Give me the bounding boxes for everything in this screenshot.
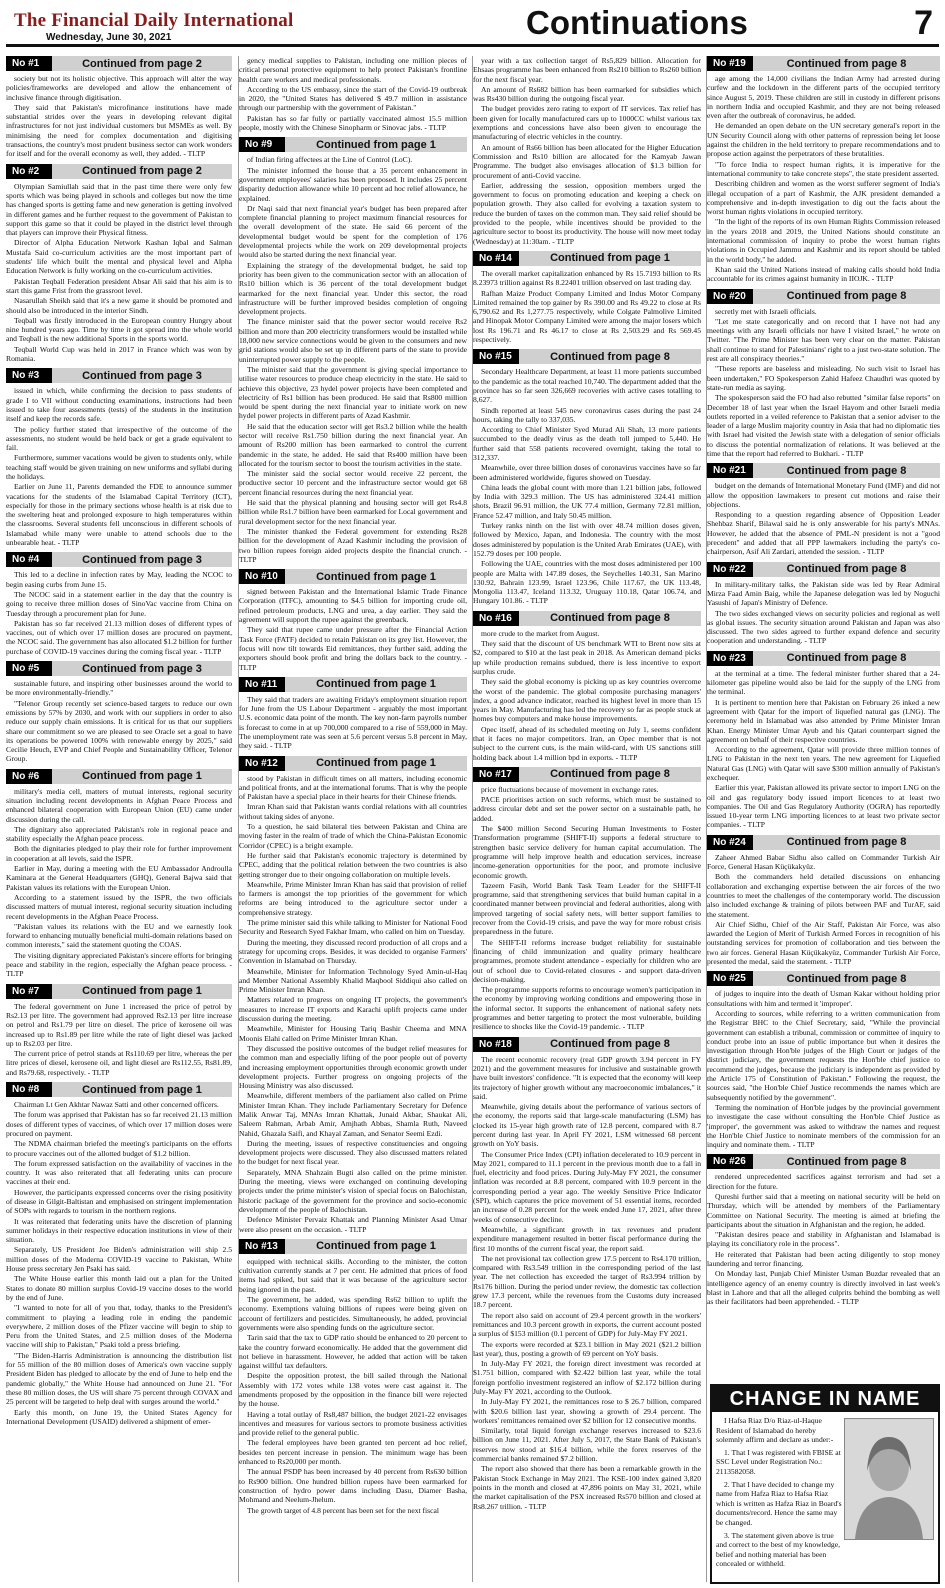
- article-paragraph: signed between Pakistan and the International Islamic Trade Finance Corporation (ITFC), amounting to $4.5 billion for importing crude oil, refined petroleum products, LNG and urea, a day earlier. They said the agreement will support the rupee against the greenback.: [239, 587, 467, 625]
- article-continuation: [6, 56, 232, 159]
- continuation-label: Continued from page 8: [550, 768, 670, 781]
- article-paragraph: He said that the physical planning and housing sector will get Rs4.8 billion while Rs1.7 billion have been earmarked for Local government and rural development sector for the next financial year.: [239, 498, 467, 526]
- article-body: [239, 695, 467, 751]
- continuation-header: [239, 137, 467, 152]
- article-paragraph: Similarly, total liquid foreign exchange reserves increased to $23.6 billion on June 11, 2021. After July 5, 2017, the State Bank of Pakistan's reserves now stood at $16.4 billion, while the forex reserves of the commercial banks remained $7.2 billion.: [473, 1426, 701, 1464]
- article-paragraph: Tazeem Fasih, World Bank Task Team Leader for the SHIFT-II programme, said that strengthening services that build human capital in a coordinated manner between provincial and federal authorities, along with improved targeting of social safety nets, will better support families to recover from the Covid-19 crisis, and pave the way for more robust crisis preparedness in the future.: [473, 880, 701, 937]
- article-paragraph: Zaheer Ahmed Babar Sidhu also called on Commander Turkish Air Force, General Hasan Küçükakyüz.: [707, 852, 940, 872]
- article-body: [707, 307, 940, 459]
- article-paragraph: Chairman Lt Gen Akhtar Nawaz Satti and other concerned officers.: [14, 1100, 219, 1110]
- article-paragraph: Meanwhile, Prime Minister Imran Khan has said that provision of relief to farmers is amongst the top priorities of the government for which reforms are being introduced to the agriculture sector under a comprehensive strategy.: [239, 879, 467, 917]
- article-paragraph: at the terminal at a time. The federal minister further shared that a 24-kilometer gas pipeline would also be laid for the supply of the LNG from the terminal.: [707, 668, 940, 697]
- article-body: [473, 629, 701, 762]
- change-in-name-notice: [710, 1384, 940, 1584]
- article-paragraph: The visiting dignitary appreciated Pakistan's sincere efforts for bringing peace and stability in the region, especially the Afghan peace process. - TLTP: [6, 950, 232, 979]
- article-paragraph: An amount of Rs66 billion has been allocated for the Higher Education Commission and Rs10 billion are allocated for the Kamyab Jawan Programme. The budget also envisages allocation of $1.3 billion for procurement of anti-Covid vaccine.: [473, 142, 701, 180]
- portrait-photo: [844, 1418, 934, 1540]
- article-continuation: [707, 1154, 940, 1306]
- continuation-header: [6, 769, 232, 784]
- continuation-number: No #9: [239, 137, 285, 152]
- article-paragraph: Furthermore, summer vacations would be given to students only, while teaching staff would be given training on new uniforms and syllabi during the holidays.: [6, 453, 232, 481]
- article-paragraph: gency medical supplies to Pakistan, including one million pieces of critical personal protective equipment to help protect Pakistan's frontline health care workers and medical professionals.: [239, 56, 467, 84]
- article-body: [6, 787, 232, 979]
- article-paragraph: During the meeting, they discussed record production of all crops and a strategy for upcoming crops. Besides, it was decided to organise Farmers' Convention in Islamabad on Thursday.: [239, 937, 467, 966]
- article-paragraph: Pakistan has so far received 21.13 million doses of different types of vaccines, out of which over 17 million doses are procured on payment, the NCOC said. The government has also allocated $1.2 billion for further purchase of COVID-19 vaccines during the coming fiscal year. - TLTP: [6, 618, 232, 656]
- article-body: [707, 669, 940, 830]
- continuation-label: Continued from page 1: [82, 985, 202, 998]
- article-paragraph: The forum expressed satisfaction on the availability of vaccines in the country. It was also reiterated that all federating units can procure vaccines at their end.: [6, 1158, 232, 1187]
- article-body: [6, 74, 232, 159]
- article-paragraph: of Indian firing affectees at the Line of Control (LoC).: [247, 155, 413, 165]
- column-3: [472, 56, 701, 1582]
- article-paragraph: stood by Pakistan in difficult times on all matters, including economic and political fronts, and at the international forums. That is why the people of Pakistan have a special place in their hearts for their Chinese friends.: [239, 773, 467, 802]
- article-paragraph: The White House earlier this month laid out a plan for the United States to donate 80 million surplus Covid-19 vaccine doses to the world by the end of June.: [6, 1274, 232, 1302]
- continuation-number: No #22: [707, 562, 753, 577]
- article-paragraph: The prime minister said this while talking to Minister for National Food Security and Research Syed Fakhar Imam, who called on him on Tuesday.: [239, 918, 467, 937]
- notice-paragraph: I Hafsa Riaz D/o Riaz-ul-Haque Resident of Islamabad do hereby solemnly affirm and declare as under:-: [716, 1416, 834, 1445]
- article-continuation: [239, 1239, 467, 1515]
- continuation-label: Continued from page 1: [82, 1083, 202, 1096]
- article-body: [473, 269, 701, 344]
- article-paragraph: According to sources, while referring to a written communication from the Registrar BHC to the Chief Secretary, said, "While the provincial government can establish a tribunal, commission or committee of inquiry to conduct probe into an issue of public importance but when it desires the investigation through Hon'ble judges of the High Court or judges of the district judiciary, the government requests the Hon'ble chief justice to recommend the judges, because the judiciary is independent as provided by the Article 175 of Constitution of Pakistan." Following the request, the sources said, "the Hon'ble Chief Justice recommends the names which are subsequently notified by the government".: [707, 1008, 940, 1102]
- continuation-label: Continued from page 2: [82, 165, 202, 178]
- article-paragraph: Meanwhile, over three billion doses of coronavirus vaccines have so far been administered worldwide, figures showed on Tuesday.: [473, 463, 701, 482]
- article-paragraph: Earlier in May, during a meeting with the EU Ambassador Androulla Kaminara at the General Headquarters (GHQ), General Bajwa said that Pakistan values its relations with the European Union.: [6, 864, 232, 892]
- continuation-header: [707, 463, 940, 478]
- article-paragraph: Early this month, on June 19, the United States Agency for International Development (USAID) delivered a shipment of emer-: [6, 1407, 232, 1426]
- article-body: [6, 1002, 232, 1077]
- article-paragraph: Qureshi further said that a meeting on national security will be held on Thursday, which will be attended by members of the Parliamentary Committee on National Security. The meeting is aimed at briefing the participants about the situation in Afghanistan and the region, he added.: [707, 1191, 940, 1229]
- article-paragraph: more crude to the market from August.: [481, 628, 600, 638]
- continuation-header: [473, 1037, 701, 1052]
- continuation-header: [473, 349, 701, 364]
- continuation-number: No #6: [6, 769, 52, 784]
- continuation-label: Continued from page 1: [550, 252, 670, 265]
- article-paragraph: Dr Naqi said that next financial year's budget has been prepared after complete financial planning to project maximum financial resources for the overall development of the state. He said 66 percent of the developmental budget would be spent for the completion of 176 developmental projects while the work on 209 developmental projects would also be started during the next financial year.: [239, 203, 467, 260]
- continuation-header: [473, 611, 701, 626]
- continuation-label: Continued from page 2: [82, 57, 202, 70]
- article-paragraph: The overall market capitalization enhanced by Rs 15.7193 billion to Rs 8.23973 trillion against Rs 8.22401 trillion observed on last trading day.: [473, 268, 701, 288]
- article-paragraph: Meanwhile, Minister for Information Technology Syed Amin-ul-Haq and Member National Assembly Khalid Maqbool Siddiqui also called on Prime Minister Imran Khan.: [239, 966, 467, 995]
- article-paragraph: The minister said the social sector would receive 22 percent, the productive sector 10 percent and the infrastructure sector would get 68 percent financial resources during the next financial year.: [239, 469, 467, 497]
- article-body: [707, 481, 940, 556]
- article-paragraph: They said that traders are awaiting Friday's employment situation report for June from the US Labour Department - arguably the most important U.S. economic data point of the month. The key non-farm payrolls number is forecast to come in at up 700,000 compared to a rise of 559,000 in May. The unemployment rate was seen at 5.6 percent versus 5.8 percent in May, they said. - TLTP: [239, 694, 467, 751]
- continuation-header: [239, 569, 467, 584]
- continuation-number: No #18: [473, 1037, 519, 1052]
- article-body: [473, 367, 701, 605]
- continuation-label: Continued from page 8: [786, 563, 907, 576]
- article-body: [6, 1100, 232, 1426]
- continuation-number: No #1: [6, 56, 52, 71]
- article-paragraph: price fluctuations because of movement in exchange rates.: [481, 784, 659, 794]
- notice-body: [716, 1416, 844, 1569]
- article-paragraph: The minister said that the government is giving special importance to utilise water resources to produce cheap electricity in the state. He said to achieve this objective, 23 hydel power projects have been completed and electricity of Rs1 billion has been produced. He said that Rs800 million would be spent during the next financial year to initiate work on new hydel power projects in different parts of Azad Kashmir.: [239, 364, 467, 421]
- continuation-number: No #13: [239, 1239, 285, 1254]
- continuation-header: [239, 677, 467, 692]
- article-paragraph: Khan said the United Nations instead of making calls should hold India accountable for its crimes against humanity in IIOJK. - TLTP: [707, 264, 940, 284]
- continuation-label: Continued from page 8: [786, 972, 907, 985]
- continuation-label: Continued from page 8: [786, 290, 907, 303]
- article-continuation: [473, 251, 701, 344]
- article-body: [473, 56, 701, 246]
- article-paragraph: Rafhan Maize Product Company Limited and Indus Motor Company Limited remained the top gainer by Rs 390.00 and Rs 49.22 to close at Rs 6,790.62 and Rs 1,277.75 respectively, while Colgate Palmolive Limited and Hinopak Motor Company Limited were among the major losers which lost Rs 196.71 and Rs 46.17 to close at Rs 2,503.29 and Rs 569.45 respectively.: [473, 288, 701, 345]
- article-paragraph: The finance minister said that the power sector would receive Rs2 billion and more than 200 electricity transformers would be installed while 18,000 new service connections would be given to the consumers and new grid stations would also be set up in different parts of the state to provide uninterrupted power supply to the people.: [239, 317, 467, 364]
- continuation-header: [6, 368, 232, 383]
- article-paragraph: Defence Minister Pervaiz Khattak and Planning Minister Asad Umar were also present on the occasion. - TLTP: [239, 1215, 467, 1234]
- article-body: [707, 989, 940, 1149]
- article-paragraph: Both the dignitaries pledged to play their role for further improvement in cooperation at all levels, said the ISPR.: [6, 844, 232, 863]
- continuation-header: [707, 971, 940, 986]
- article-paragraph: On Monday last, Punjab Chief Minister Usman Buzdar revealed that an intelligence agency of an enemy country is directly involved in last week's blast in Lahore and that all the alleged culprits behind the bombing as well as their facilitators had been apprehended. - TLTP: [707, 1269, 940, 1307]
- article-paragraph: Having a total outlay of Rs8,487 billion, the budget 2021-22 envisages incentives and measures for various sectors to promote business activities and provide relief to the general public.: [239, 1409, 467, 1438]
- article-paragraph: Terming the nomination of Hon'ble judges by the provincial government to investigate the case without consulting the Hon'ble Chief Justice as 'improper', the government was asked to withdraw the names and request the Hon'ble Chief Justice to nominate members of the commission for an inquiry and nominate them. - TLTP: [707, 1102, 940, 1150]
- notice-paragraph: 1. That I was registered with FBISE at SSC Level under Registration No.: 2113582058.: [716, 1447, 841, 1476]
- article-paragraph: Sindh reported at least 545 new coronavirus cases during the past 24 hours, taking the tally to 337,035.: [473, 405, 701, 424]
- article-continuation: [473, 1037, 701, 1511]
- continuation-header: [707, 651, 940, 666]
- article-paragraph: age among the 14,000 civilians the Indian Army had arrested during curfew and the lockdown in the different parts of the occupied territory since August 5, 2019. These children are still in custody in different prisons in northern India and occupied Kashmir, and they are not being released even after the outbreak of coronavirus, he added.: [707, 74, 940, 121]
- continuation-label: Continued from page 1: [316, 757, 436, 770]
- article-continuation: [239, 756, 467, 1234]
- article-continuation: [473, 767, 701, 1032]
- article-body: [6, 570, 232, 656]
- article-paragraph: Earlier on June 11, Parents demanded the FDE to announce summer vacations for the students of the Islamabad Capital Territory (ICT), especially for those in the primary sections whose health is at risk due to the sweltering heat and prolonged exposure to high temperatures within the classrooms. Several students fell unconscious in different schools of Islamabad while many were unable to attend schools due to the unbearable heat. - TLTP: [6, 482, 232, 548]
- column-2: [238, 56, 467, 1582]
- article-paragraph: An amount of Rs682 billion has been earmarked for subsidies which was Rs430 billion during the outgoing fiscal year.: [473, 84, 701, 104]
- article-paragraph: To a question, he said bilateral ties between Pakistan and China are moving faster in the realm of trade of which the China-Pakistan Economic Corridor (CPEC) is a bright example.: [239, 822, 467, 850]
- article-paragraph: China leads the global count with more than 1.21 billion jabs, followed by India with 329.3 million. The US has administered 324.41 million shots, Brazil 96.91 million, the UK 77.4 million, Germany 72.81 million, France 52.47 million, and Italy 50.45 million.: [473, 482, 701, 520]
- section-title: Continuations: [526, 4, 748, 41]
- article-paragraph: The report also said on account of 29.4 percent growth in the workers' remittances and 10.3 percent growth in exports, the current account posted a surplus of $153 million (0.1 percent of GDP) for July-May FY 2021.: [473, 1310, 701, 1339]
- article-body: [6, 182, 232, 364]
- article-continuation: [707, 463, 940, 556]
- article-paragraph: It is pertinent to mention here that Pakistan on February 26 inked a new agreement with Qatar for the import of liquefied natural gas (LNG). The ceremony held in Islamabad was also attended by Prime Minister Imran Khan. Energy Minister Umar Ayub and his Qatari counterpart signed the agreement on behalf of their respective countries.: [707, 697, 940, 744]
- continuation-label: Continued from page 8: [550, 612, 670, 625]
- article-paragraph: year with a tax collection target of Rs5,829 billion. Allocation for Ehsaas programme has been enhanced from Rs210 billion to Rs260 billion for the next fiscal year.: [473, 56, 701, 84]
- article-paragraph: The NCOC said in a statement earlier in the day that the country is going to receive three million doses of SinoVac vaccine from China on Tuesday through a procurement plan for June.: [6, 589, 232, 618]
- article-paragraph: The report also showed that there has been a remarkable growth in the Pakistan Stock Exchange in May 2021. The KSE-100 index gained 3,820 points in the month and closed at 47,896 points on May 31, 2021, while the market capitalisation of the PSX increased Rs570 billion and closed at Rs8.267 trillion. - TLTP: [473, 1464, 701, 1511]
- continuation-header: [6, 552, 232, 567]
- continuation-number: No #2: [6, 164, 52, 179]
- continuation-header: [6, 984, 232, 999]
- article-paragraph: They said that the discount of US benchmark WTI to Brent now sits at $2, compared to $10 at the last peak in 2018. As American demand picks up while production remains subdued, there is less incentive to export surplus crude.: [473, 639, 701, 676]
- article-paragraph: equipped with technical skills. According to the minister, the cotton cultivation currently stands at 7 per cent. He admitted that prices of food items had spiked, but said that it was because of the agriculture sector being ignored in the past.: [239, 1256, 467, 1294]
- continuation-number: No #7: [6, 984, 52, 999]
- notice-paragraph: 3. The statement given above is true and correct to the best of my knowledge, belief and nothing material has been concealed or withheld.: [716, 1530, 840, 1569]
- article-continuation: [239, 137, 467, 564]
- article-paragraph: The minister informed the house that a 35 percent enhancement in government employees' salaries has been proposed. It includes 25 percent disparity deduction allowance while 10 percent ad hoc relief allowance, he explained.: [239, 165, 467, 203]
- article-paragraph: They said the global economy is picking up as key countries overcome the worst of the pandemic. The global composite purchasing managers' index, a good advance indicator, reached its highest level in more than 15 years in May. Manufacturing has led the recovery so far as people stuck at homes buy computers and make house improvements.: [473, 677, 701, 724]
- continuation-header: [239, 756, 467, 771]
- article-body: [239, 774, 467, 1234]
- continuation-number: No #24: [707, 835, 753, 850]
- article-body: [473, 1055, 701, 1511]
- article-paragraph: The exports were recorded at $23.1 billion in May 2021 ($21.2 billion last year), thus, posting a growth of 69 percent on YoY basis.: [473, 1339, 701, 1358]
- continuation-label: Continued from page 3: [82, 553, 202, 566]
- continuation-header: [239, 1239, 467, 1254]
- article-paragraph: According to the agreement, Qatar will provide three million tonnes of LNG to Pakistan in the next ten years. The new agreement for Liquefied Natural Gas (LNG) with Qatar will save $300 million annually of Pakistan's exchequer.: [707, 745, 940, 782]
- continuation-header: [6, 1082, 232, 1097]
- article-paragraph: Teqball World Cup was held in 2017 in France which was won by Romania.: [6, 344, 232, 364]
- article-continuation: [6, 368, 232, 547]
- continuation-number: No #16: [473, 611, 519, 626]
- article-continuation: [473, 56, 701, 246]
- continuation-label: Continued from page 1: [82, 770, 202, 783]
- article-paragraph: Meanwhile, giving details about the performance of various sectors of the economy, the reports said that large-scale manufacturing (LSM) has clocked its 15-year high growth rate of 12.8 percent, compared with 8.7 percent during last year. In April FY 2021, LSM witnessed 68 percent growth on YoY basis.: [473, 1102, 701, 1149]
- article-continuation: [239, 56, 467, 132]
- continuation-label: Continued from page 8: [786, 1155, 907, 1168]
- continuation-number: No #19: [707, 56, 753, 71]
- article-paragraph: "Telenor Group recently set science-based targets to reduce our own emissions by 57% by 2030, and work with our suppliers in order to also reduce our supply chain emissions. It is critical for us that our suppliers share our commitment so we are pleased to see Oracle set a goal to have its operations be powered 100% with renewable energy by 2025," said Cecilie Heuch, EVP and Chief People and Sustainability Officer, Telenor Group.: [6, 698, 232, 764]
- article-paragraph: Earlier this year, Pakistan allowed its private sector to import LNG on the oil and gas regulatory body issued import licences to at least two companies. The Oil and Gas Regulatory Authority (OGRA) has reportedly issued 10-year term LNG importing licences to at least two private sector companies. - TLTP: [707, 783, 940, 830]
- article-body: [6, 386, 232, 547]
- article-paragraph: Tarin said that the tax to GDP ratio should be enhanced to 20 percent to take the country forward economically. He added that the government did not believe in harassment. However, he added that action will be taken against willful tax defaulters.: [239, 1333, 467, 1371]
- continuation-label: Continued from page 8: [550, 350, 670, 363]
- article-paragraph: The NDMA chairman briefed the meeting's participants on the efforts to procure vaccines out of the allotted budget of $1.2 billion.: [6, 1139, 232, 1158]
- article-paragraph: Air Chief Sidhu, Chief of the Air Staff, Pakistan Air Force, was also awarded the Legion of Merit of Turkish Armed Forces in recognition of his outstanding services for promotion of collaboration and ties between the two air forces. General Hasan Küçükakyüz, Commander Turkish Air Force, presented the medal, said the statement. - TLTP: [707, 919, 940, 967]
- article-continuation: [707, 971, 940, 1149]
- article-paragraph: issued in which, while confirming the decision to pass students of grade I to VII without conducting examinations, instructions had been issued to take four assessments (tests) of the students in the institution itself and keep the records safe.: [6, 386, 232, 424]
- continuation-label: Continued from page 3: [82, 369, 202, 382]
- article-paragraph: "In the light of the reports of its own Human Rights Commission released in the years 2018 and 2019, the United Nations should constitute an international commission of inquiry to probe the worst human rights violations in Occupied Jammu and Kashmir and its report should be tabled in the world body," he added.: [707, 217, 940, 264]
- article-body: [239, 56, 467, 132]
- article-paragraph: "Pakistan desires peace and stability in Afghanistan and Islamabad is playing its conciliatory role in the process".: [707, 1230, 940, 1249]
- article-paragraph: "I wanted to note for all of you that, today, thanks to the President's commitment to playing a leading role in ending the pandemic everywhere, 2 million doses of the Pfizer vaccine will begin to ship to Peru from the United States, and 2.5 million doses of the Moderna vaccine will ship to Pakistan," Psaki told a press briefing.: [6, 1303, 232, 1350]
- article-paragraph: According to the US embassy, since the start of the Covid-19 outbreak in 2020, the "United States has delivered $ 49.7 million in assistance through our partnership with the government of Pakistan.": [239, 84, 467, 113]
- continuation-label: Continued from page 8: [786, 652, 907, 665]
- continuation-label: Continued from page 1: [316, 678, 436, 691]
- article-continuation: [473, 611, 701, 762]
- article-paragraph: Describing children and women as the worst sufferer segment of India's illegal occupation of a part of Kashmir, the AJK president demanded a comprehensive and in-depth investigation to dig out the facts about the worst human rights violations in occupied territory.: [707, 179, 940, 217]
- article-paragraph: Separately, US President Joe Biden's administration will ship 2.5 million doses of the Moderna COVID-19 vaccine to Pakistan, White House press secretary Jen Psaki has said.: [6, 1245, 232, 1274]
- article-continuation: [6, 984, 232, 1077]
- article-body: [239, 1257, 467, 1515]
- continuation-number: No #4: [6, 552, 52, 567]
- article-paragraph: According to a statement issued by the ISPR, the two officials discussed matters of mutual interest, regional security situation including recent developments in the Afghan Peace Process.: [6, 892, 232, 921]
- article-body: [473, 785, 701, 1032]
- article-paragraph: The two sides exchanged views on security policies and regional as well as global issues. The security situation around Pakistan and Japan was also discussed. The two sides agreed to further expand defence and security cooperation and understanding. - TLTP: [707, 608, 940, 646]
- continuation-header: [707, 835, 940, 850]
- continuation-label: Continued from page 8: [786, 836, 907, 849]
- continuation-header: [707, 1154, 940, 1169]
- article-paragraph: Both the commanders held detailed discussions on enhancing collaboration and exchanging expertise between the air forces of the two countries to meet the challenges of the contemporary world. The discussion also included exchange & training of pilots between PAF and TurAF, said the statement.: [707, 872, 940, 919]
- continuation-number: No #8: [6, 1082, 52, 1097]
- continuation-number: No #11: [239, 677, 285, 692]
- continuation-header: [707, 56, 940, 71]
- article-paragraph: Explaining the strategy of the developmental budget, he said top priority has been given to the communication sector with an allocation of Rs10 billion which is 36 percent of the total development budget earmarked for the next financial year. Under this sector, the road infrastructure will be further improved besides completion of ongoing development projects.: [239, 260, 467, 317]
- continuation-number: No #26: [707, 1154, 753, 1169]
- article-paragraph: Teqball was firstly introduced in the European country Hungry about nine hundred years ago. Time by time it got spread into the whole world and Teqball is the new additional Sports in the sports world.: [6, 315, 232, 344]
- article-continuation: [707, 835, 940, 967]
- continuation-header: [6, 164, 232, 179]
- article-body: [707, 1172, 940, 1306]
- article-continuation: [6, 1082, 232, 1426]
- article-paragraph: In military-military talks, the Pakistan side was led by Rear Admiral Mirza Faad Amin Baig, while the Japanese delegation was led by Noguchi Yasushi of Japan's Ministry of Defence.: [707, 579, 940, 608]
- article-paragraph: The growth target of 4.8 percent has been set for the next fiscal: [247, 1505, 439, 1515]
- article-continuation: [707, 651, 940, 830]
- article-continuation: [6, 552, 232, 656]
- article-paragraph: budget on the demands of International Monetary Fund (IMF) and did not allow the opposition lawmakers to present cut motions and raise their objections.: [707, 481, 940, 509]
- continuation-label: Continued from page 3: [82, 662, 202, 675]
- page-number: 7: [914, 4, 933, 42]
- article-body: [239, 155, 467, 564]
- article-paragraph: They said that Pakistan's microfinance institutions have made substantial strides over the years in developing relevant digital infrastructures for not just individual customers but MSMEs as well. By minimising the need for complex documentation and digitising transactions, the country's most prudent business sector can work wonders for itself and for the overall economy as well, they added. - TLTP: [6, 102, 232, 159]
- notice-paragraph: 2. That I have decided to change my name from Hafza Riaz to Hafsa Riaz which is written as Hafza Riaz in Board's documents/record. Hence the same may be changed.: [716, 1479, 842, 1527]
- article-paragraph: Following the UAE, countries with the most doses administered per 100 people are Malta with 147.89 doses, the Seychelles 140.31, San Marino 130.92, Bahrain 123.99, Israel 123.96, Chile 117.67, the UK 113.48, Mongolia 113.47, Iceland 113.32, Uruguay 110.18, Qatar 106.74, and Hungary 101.86. - TLTP: [473, 559, 701, 606]
- article-paragraph: society but not its holistic objective. This approach will alter the way policies/frameworks are developed and allow the enhancement of inclusive finance through digitisation.: [6, 74, 232, 102]
- continuation-label: Continued from page 1: [316, 138, 436, 151]
- article-paragraph: The minister thanked the Federal government for extending Rs28 billion for the development of Azad Kashmir including the provision of two billion rupees foreign aided projects despite the financial crunch. - TLTP: [239, 526, 467, 564]
- article-paragraph: The Consumer Price Index (CPI) inflation decelerated to 10.9 percent in May 2021, compared to 11.1 percent in the previous month due to a fall in fuel, electricity and food prices. During July-May FY 2021, the consumer inflation was recorded at 8.8 percent, compared with 10.9 percent in the corresponding period a year ago. The weekly Sensitive Price Indicator (SPI), which captures the price movement of 51 essential items, recorded an increase of 0.28 percent for the week ended June 17, 2021, after three weeks of consecutive decline.: [473, 1149, 701, 1224]
- article-paragraph: The dignitary also appreciated Pakistan's role in regional peace and stability especially the Afghan peace process.: [6, 824, 232, 844]
- continuation-header: [473, 251, 701, 266]
- issue-date: Wednesday, June 30, 2021: [46, 32, 172, 43]
- article-paragraph: secretly met with Israeli officials.: [715, 306, 817, 316]
- continuation-number: No #23: [707, 651, 753, 666]
- article-paragraph: The SHIFT-II reforms increase budget reliability for sustainable financing of child immunization and quality primary healthcare programmes, promote student attendance - especially for children who are out of school due to Covid-related closures - and support data-driven decision-making.: [473, 937, 701, 984]
- article-body: [707, 853, 940, 967]
- article-continuation: [6, 769, 232, 979]
- continuation-label: Continued from page 8: [786, 57, 907, 70]
- continuation-number: No #3: [6, 368, 52, 383]
- article-paragraph: They discussed the positive outcomes of the budget relief measures for the common man and especially lifting of the poor people out of poverty and increasing employment opportunities through economic growth under development projects. Further progress on ongoing projects of the Housing Ministry was also discussed.: [239, 1043, 467, 1091]
- article-paragraph: Responding to a question regarding absence of Opposition Leader Shehbaz Sharif, Bilawal said he is only answerable for his party's MNAs. However, he added that the absence of PML-N president is not a "good precedent" and added that all PPP lawmakers including the party's co-chairperson, Asif Ali Zardari, attended the session. - TLTP: [707, 510, 940, 557]
- continuation-label: Continued from page 8: [786, 464, 907, 477]
- article-paragraph: The programme supports reforms to encourage women's participation in the economy by improving working conditions and empowering those in the informal sector. It supports the enhancement of national safety nets programmes and better targeting to protect the most vulnerable, building resilience to shocks like the Covid-19 pandemic. - TLTP: [473, 985, 701, 1032]
- person-portrait-icon: [845, 1419, 933, 1539]
- article-body: [707, 580, 940, 646]
- article-paragraph: He said that the education sector will get Rs3.2 billion while the health sector will receive Rs1.750 billion during the next financial year. An amount of Rs200 million has been earmarked to control the current pandemic in the state, he added. He said that Rs400 million have been allocated for the tourism sector to boost the tourism activities in the state.: [239, 421, 467, 468]
- publication-name: The Financial Daily International: [14, 10, 294, 31]
- article-paragraph: He further said that Pakistan's economic trajectory is determined by CPEC, adding that the political relation between the two countries is also getting stronger due to their ongoing collaboration on multiple levels.: [239, 850, 467, 879]
- article-continuation: [6, 164, 232, 364]
- article-paragraph: In July-May FY 2021, the remittances rose to $ 26.7 billion, compared with $20.6 billion last year, showing a growth of 29.4 percent. The workers' remittances remained over $2 billion for 12 consecutive months.: [473, 1397, 701, 1425]
- article-continuation: [707, 562, 940, 646]
- article-paragraph: Olympian Samiullah said that in the past time there were only few sports which was being played in schools and colleges but now the time has changed sports is getting fame and new generation is getting involved in different games and he further request to the government of Pakistan to support this game so that it could be played in the district level through that players can improve their Physical fitness.: [6, 181, 232, 238]
- article-paragraph: However, the participants expressed concerns over the rising positivity of disease in Gilgit-Baltistan and emphasised on stringent implementation of SOPs with regards to tourism in the northern regions.: [6, 1187, 232, 1216]
- continuation-number: No #15: [473, 349, 519, 364]
- article-paragraph: Separately, MNA Shahzain Bugti also called on the prime minister. During the meeting, views were exchanged on continuing developing projects under the prime minister's vision of special focus on Balochistan, historic package of the government for the province and socio-economic development of the people of Balochistan.: [239, 1167, 467, 1214]
- article-paragraph: This led to a decline in infection rates by May, leading the NCOC to begin easing curbs from June 15.: [6, 570, 232, 589]
- continuation-number: No #20: [707, 289, 753, 304]
- article-paragraph: rendered unprecedented sacrifices against terrorism and had set a direction for the future.: [707, 1172, 940, 1191]
- article-paragraph: During the meeting, issues of respective constituencies and ongoing development projects were discussed. They also discussed matters related to the budget for next fiscal year.: [239, 1138, 467, 1167]
- article-paragraph: The budget provides zero rating to export of IT services. Tax relief has been given for locally manufactured cars up to 1000CC whilst various tax exemptions and concessions have also been given to encourage the manufacturing of electric vehicles in the country.: [473, 104, 701, 142]
- article-paragraph: Nasarullah Sheikh said that it's a new game it should be promoted and should also be introduced in the interior Sindh.: [6, 296, 232, 315]
- continuation-header: [707, 289, 940, 304]
- continuation-label: Continued from page 1: [316, 570, 436, 583]
- article-paragraph: "Pakistan values its relations with the EU and we earnestly look forward to enhancing mutually beneficial multi-domain relations based on common interests," said the statement quoting the COAS.: [6, 921, 232, 950]
- column-1: [6, 56, 232, 1582]
- continuation-number: No #25: [707, 971, 753, 986]
- article-paragraph: "The Biden-Harris Administration is announcing the distribution list for 55 million of the 80 million doses of America's own vaccine supply President Biden has pledged to allocate by the end of June to help end the pandemic globally," the White House had announced on June 21. "For these 80 million doses, the US will share 75 percent through COVAX and 25 percent will be targeted to help deal with surges around the world.": [6, 1350, 232, 1407]
- article-paragraph: The net provisional tax collection grew 17.5 percent to Rs4.170 trillion, compared with Rs3.549 trillion in the corresponding period of the last year. The net collection has exceeded the target of Rs3.994 trillion by Rs176 billion. During the period under review, the domestic tax collection grew 17.3 percent, while the revenues from the Customs duty increased 18.7 percent.: [473, 1253, 701, 1310]
- article-continuation: [707, 289, 940, 459]
- article-paragraph: Meanwhile, Minister for Housing Tariq Bashir Cheema and MNA Moonis Elahi called on Prime Minister Imran Khan.: [239, 1024, 467, 1043]
- article-continuation: [239, 677, 467, 751]
- article-paragraph: In July-May FY 2021, the foreign direct investment was recorded at $1.751 billion, compared with $2.422 billion last year, while the total foreign portfolio investment registered an inflow of $2.172 billion during July-May FY 2021, according to the Outlook.: [473, 1359, 701, 1396]
- article-paragraph: They said that rupee came under pressure after the Financial Action Task Force (FATF) decided to retain Pakistan on its grey list. However, the focus will now tilt towards Eid remittances, they further said, adding the exporters should book profit and bring the dollars back to the country. - TLTP: [239, 625, 467, 672]
- article-continuation: [6, 661, 232, 764]
- article-paragraph: He demanded an open debate on the UN secretary general's report in the UN Security Council along with other patterns of repression being let loose against the children in the held territory to prepare recommendations and to propose action against the perpetrators of these brutalities.: [707, 121, 940, 159]
- article-paragraph: The policy further stated that irrespective of the outcome of the assessments, no student would be held back or get a grade equivalent to fail.: [6, 424, 232, 453]
- continuation-number: No #10: [239, 569, 285, 584]
- article-paragraph: Pakistan has so far fully or partially vaccinated almost 15.5 million people, mostly with the Chinese Sinopharm or Sinovac jabs. - TLTP: [239, 113, 467, 133]
- article-body: [239, 587, 467, 672]
- article-paragraph: of judges to inquire into the death of Usman Kakar without holding prior consultations with him and termed it 'improper'.: [707, 989, 940, 1008]
- continuation-number: No #14: [473, 251, 519, 266]
- article-paragraph: The recent economic recovery (real GDP growth 3.94 percent in FY 2021) and the government measures for inclusive and sustainable growth have built investors' confidence. "It is expected that the economy will keep its trajectory of higher growth without any macroeconomic imbalances," it said.: [473, 1054, 701, 1101]
- article-body: [707, 74, 940, 284]
- continuation-header: [707, 562, 940, 577]
- column-4: [706, 56, 940, 1582]
- article-paragraph: According to Chief Minister Syed Murad Ali Shah, 13 more patients succumbed to the deadly virus as the death toll jumped to 5,440. He further said that 558 patients recovered overnight, taking the total to 312,337.: [473, 425, 701, 462]
- continuation-number: No #12: [239, 756, 285, 771]
- article-continuation: [239, 569, 467, 672]
- article-paragraph: The $400 million Second Securing Human Investments to Foster Transformation programme (SHIFT-II) supports a federal structure to strengthen basic service delivery for human capital accumulation. The programme will help improve health and education services, increase income-generation opportunities for the poor, and promote inclusive economic growth.: [473, 824, 701, 880]
- article-paragraph: sustainable future, and inspiring other businesses around the world to be more environmentally-friendly.": [6, 679, 232, 698]
- continuation-number: No #17: [473, 767, 519, 782]
- article-continuation: [707, 56, 940, 284]
- article-paragraph: Turkey ranks ninth on the list with over 48.74 million doses given, followed by Mexico, Japan, and Indonesia. The country with the most doses administered by population is the United Arab Emirates (UAE), with 152.79 doses per 100 people.: [473, 521, 701, 558]
- article-continuation: [473, 349, 701, 605]
- article-paragraph: Opec itself, ahead of its scheduled meeting on July 1, seems confident that it faces no major competitors. Iran, an Opec member that is not subject to the current cuts, is the main wild-card, with US sanctions still holding back about 1.4 million bpd in exports. - TLTP: [473, 724, 701, 762]
- article-paragraph: Secondary Healthcare Department, at least 11 more patients succumbed to the pandemic as the total reached 10,740. The department added that the province has so far seen 326,669 recoveries with active cases totalling to 8,627.: [473, 367, 701, 405]
- notice-title: CHANGE IN NAME: [712, 1386, 938, 1412]
- article-paragraph: The annual PSDP has been increased by 40 percent from Rs630 billion to Rs900 billion. One hundred billion rupees have been earmarked for construction of hydro power dams including Dasu, Diamer Basha, Mohmand and Neelum-Jhelum.: [239, 1467, 467, 1505]
- article-paragraph: The forum was apprised that Pakistan has so far received 21.13 million doses of different types of vaccines, of which over 17 million doses were procured on payment.: [6, 1110, 232, 1138]
- article-paragraph: It was reiterated that federating units have the discretion of planning summer holidays in their respective education institutions in view of their situation.: [6, 1216, 232, 1245]
- article-paragraph: Meanwhile, a significant growth in tax revenues and prudent expenditure management resulted in better fiscal performance during the first 10 months of the current fiscal year, the report said.: [473, 1224, 701, 1253]
- continuation-label: Continued from page 8: [550, 1038, 670, 1051]
- continuation-header: [473, 767, 701, 782]
- article-paragraph: "These reports are baseless and misleading. No such visit to Israel has been undertaken," FO Spokesperson Zahid Hafeez Chaudhri was quoted by state-run media as saying.: [707, 364, 940, 392]
- article-paragraph: He reiterated that Pakistan had been acting diligently to stop money laundering and terror financing.: [707, 1249, 940, 1269]
- article-paragraph: The current price of petrol stands at Rs110.69 per litre, whereas the per litre prices of diesel, kerosene oil, and light diesel are Rs112.55, Rs81.89, and Rs79.68, respectively. - TLTP: [6, 1049, 232, 1077]
- article-paragraph: The federal government on June 1 increased the price of petrol by Rs2.13 per litre. The government had approved Rs2.13 per litre increase on petrol and Rs1.79 per litre on diesel. The price of kerosene oil was increased up to Rs1.89 per litre while the rate of light diesel was jacked up to Rs2.03 per litre.: [6, 1001, 232, 1048]
- article-paragraph: Imran Khan said that Pakistan wants cordial relations with all countries without taking sides of anyone.: [239, 802, 467, 821]
- article-paragraph: "To force India to respect human rights, it is imperative for the international community to take concrete steps", the state president asserted.: [707, 159, 940, 178]
- continuation-label: Continued from page 1: [316, 1240, 436, 1253]
- continuation-number: No #5: [6, 661, 52, 676]
- article-paragraph: Despite the opposition protest, the bill sailed through the National Assembly with 172 votes while 138 votes were cast against it. The amendments proposed by the opposition in the finance bill were rejected by the house.: [239, 1371, 467, 1409]
- masthead: [6, 4, 939, 47]
- article-paragraph: Director of Alpha Education Network Kashan Iqbal and Salman Mustafa Said co-curriculum activities are the most important part of students' life which built the mental and physical level and Alpha Education Network is fully working on the co-curriculum activities.: [6, 238, 232, 276]
- article-paragraph: Matters related to progress on ongoing IT projects, the government's measures to increase IT exports and Karachi uplift projects came under discussion during the meeting.: [239, 995, 467, 1024]
- article-paragraph: The spokesperson said the FO had also rebutted "similar false reports" on December 18 of last year when the Israel Hayom and other Israeli media outlets reported in a veiled reference to Pakistan that a senior adviser to the leader of a large Muslim majority country in Asia that had no diplomatic ties with Israel had visited the Jewish state with a delegation of senior officials to discuss the potential normalization of relations. It was believed at the time that the report had referred to Bukhari. - TLTP: [707, 393, 940, 458]
- continuation-number: No #21: [707, 463, 753, 478]
- article-body: [6, 679, 232, 764]
- article-paragraph: PACE prioritises action on such reforms, which must be sustained to address circular debt and set the power sector on a sustainable path, he added.: [473, 795, 701, 823]
- article-paragraph: Earlier, addressing the session, opposition members urged the government to focus on promoting education and keeping a check on population growth. They also called for evolving a taxation system to reduce the burden of taxes on the common man. They said relief should be provided to the people, while incentives should be provided to the agriculture sector to boost its productivity. The house will now meet today (Wednesday) at 11:30am. - TLTP: [473, 180, 701, 246]
- article-paragraph: The federal employees have been granted ten percent ad hoc relief, besides ten percent increase in pension. The minimum wage has been enhanced to Rs20,000 per month.: [239, 1438, 467, 1467]
- continuation-header: [6, 661, 232, 676]
- article-paragraph: Meanwhile, different members of the parliament also called on Prime Minister Imran Khan. They include Parliamentary Secretary for Defence Malik Anwar Taj, MNAs Imran Khattak, Junaid Akbar, Shaukat Ali, Saleem Rahman, Arbab Amir, Amjhath Abbas, Shamla Ruth, Naveed Nahid, Ghazala Saifi, and Khayal Zaman, and Senator Seemi Ezdi.: [239, 1091, 467, 1138]
- continuation-header: [6, 56, 232, 71]
- article-paragraph: The government, he added, was spending Rs62 billion to uplift the economy. Exemptions valuing billions of rupees were being given on account of fertilizers and pesticides. Simultaneously, he added, provincial governments were also spending funds on the agriculture sector.: [239, 1295, 467, 1332]
- article-paragraph: "Let me state categorically and on record that I have not had any meetings with any Israeli officials nor have I visited Israel," he wrote on Twitter. "The Prime Minister has been very clear on the matter. Pakistan shall continue to stand for Palestinians' right to a just two-state solution. The rest are all conspiracy theories.": [707, 316, 940, 364]
- article-paragraph: military's media cell, matters of mutual interests, regional security situation including recent developments in Afghan Peace Process and enhanced bilateral cooperation with European Union (EU) came under discussion during the call.: [6, 786, 232, 824]
- article-paragraph: Pakistan Teqball Federation president Absar Ali said that his aim is to start this game Frist from the grassroot level.: [6, 276, 232, 295]
